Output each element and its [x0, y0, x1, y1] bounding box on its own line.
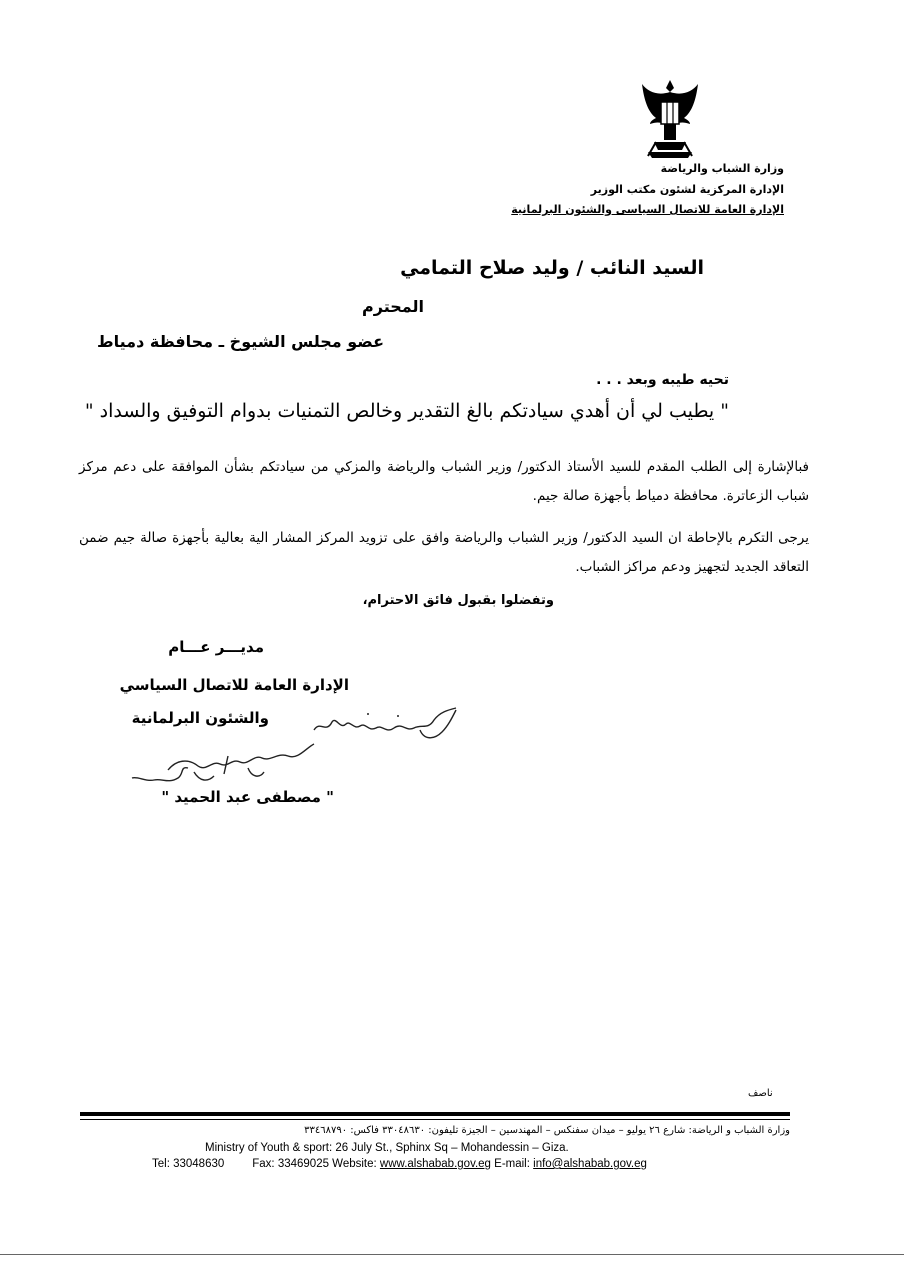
- footer-email-link[interactable]: info@alshabab.gov.eg: [533, 1158, 647, 1170]
- general-administration: الإدارة العامة للاتصال السياسى والشئون البرلمانية: [511, 203, 784, 216]
- footer-tel: Tel: 33048630: [152, 1158, 225, 1170]
- addressee-name: السيد النائب / وليد صلاح التمامي: [400, 257, 704, 279]
- footer-website-link[interactable]: www.alshabab.gov.eg: [379, 1158, 491, 1170]
- greeting: تحيه طيبه وبعد . . .: [596, 372, 729, 388]
- body-paragraph-2: يرجى التكرم بالإحاطة ان السيد الدكتور/ وزير الشباب والرياضة وافق على تزويد المركز المشار الية بعالية بأجهزة صالة جيم ضمن التعاقد الجديد لتجهيز ودعم مراكز الشباب.: [79, 530, 809, 575]
- closing-line: وتفضلوا بقبول فائق الاحترام،: [362, 593, 554, 608]
- footer-arabic-address: وزارة الشباب و الرياضة: شارع ٢٦ يوليو – ميدان سفنكس – المهندسين – الجيزة تليفون: ٣٣٠٤٨٦٣٠ فاكس: ٣٣٤٦٨٧٩٠: [304, 1125, 790, 1136]
- footer-fax-website-label: Fax: 33469025 Website:: [252, 1158, 377, 1170]
- footer-email-label: E-mail:: [494, 1158, 530, 1170]
- footer-contact: [152, 1158, 647, 1170]
- signature-icon: [128, 738, 318, 788]
- signatory-department-cont: والشئون البرلمانية: [131, 709, 269, 727]
- footer-english-address: Ministry of Youth & sport: 26 July St., Sphinx Sq – Mohandessin – Giza.: [205, 1142, 569, 1154]
- signatory-title: مديـــر عـــام: [168, 638, 264, 656]
- eagle-emblem-icon: [640, 78, 700, 160]
- wishes-line: " يطيب لي أن أهدي سيادتكم بالغ التقدير وخالص التمنيات بدوام التوفيق والسداد ": [84, 400, 729, 422]
- central-administration: الإدارة المركزية لشئون مكتب الوزير: [590, 183, 784, 196]
- footer-divider: [80, 1112, 790, 1116]
- addressee-honorific: المحترم: [362, 297, 424, 316]
- typist-initials: ناصف: [748, 1088, 773, 1099]
- addressee-position: عضو مجلس الشيوخ ـ محافظة دمياط: [97, 332, 384, 351]
- page-edge-line: [0, 1254, 904, 1255]
- body-paragraph-1: فبالإشارة إلى الطلب المقدم للسيد الأستاذ الدكتور/ وزير الشباب والرياضة والمزكي من سيادتكم بشأن الموافقة على دعم مركز شباب الزعاترة. محافظة دمياط بأجهزة صالة جيم.: [79, 459, 809, 504]
- handwritten-annotation-icon: [310, 700, 460, 745]
- signatory-name: " مصطفى عبد الحميد ": [161, 788, 334, 806]
- ministry-name: وزارة الشباب والرياضة: [660, 162, 784, 175]
- signatory-department: الإدارة العامة للاتصال السياسي: [119, 676, 349, 694]
- footer-divider-thin: [80, 1119, 790, 1120]
